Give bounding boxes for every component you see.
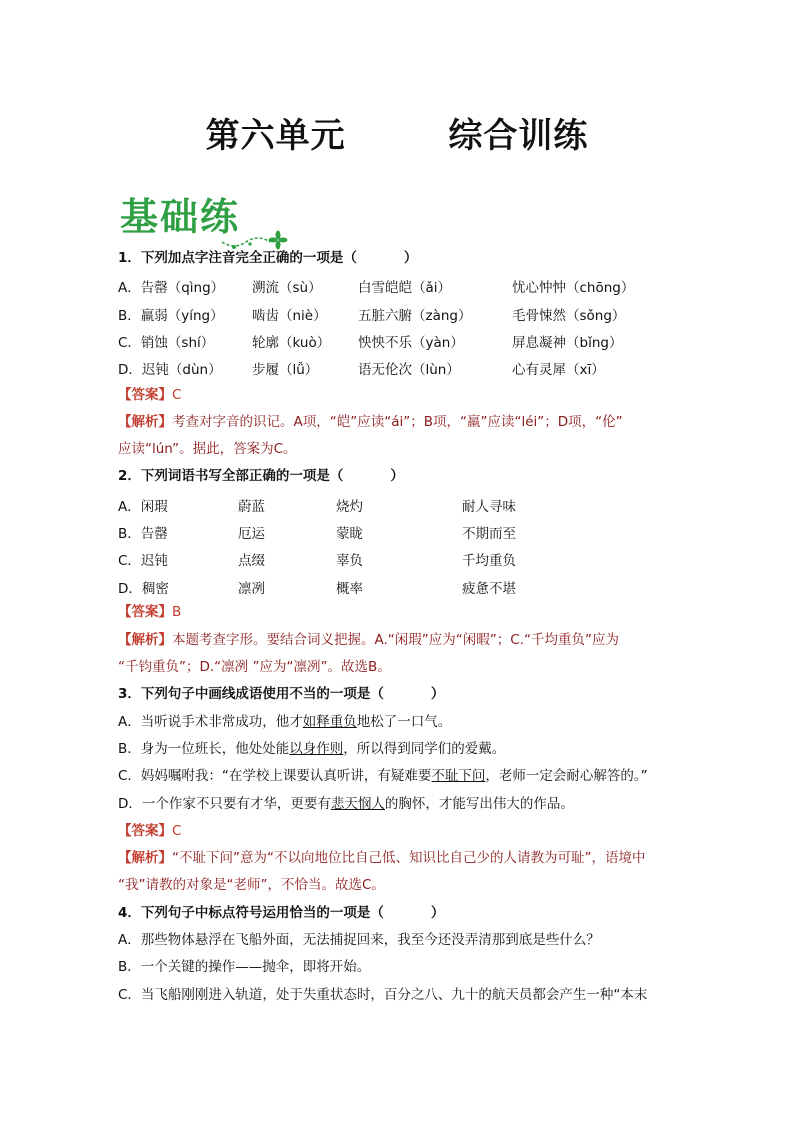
option-cell: D．迟钝（dùn） bbox=[118, 362, 222, 378]
option-cell: 心有灵犀（xī） bbox=[512, 362, 605, 378]
q2-option-row-c bbox=[118, 549, 718, 567]
option-cell: 蒙眬 bbox=[336, 526, 363, 542]
option-cell: 毛骨悚然（sǒng） bbox=[512, 308, 626, 324]
q1-option-row-c bbox=[118, 331, 718, 349]
q3-stem: 3．下列句子中画线成语使用不当的一项是（ ） bbox=[118, 686, 445, 702]
underlined-idiom: 如释重负 bbox=[302, 714, 357, 730]
q2-explanation-line-2: “千钧重负”；D.“凛冽 ”应为“凛冽”。故选B。 bbox=[118, 659, 391, 675]
explain-tag: 【解析】 bbox=[118, 414, 172, 430]
explain-tag: 【解析】 bbox=[118, 850, 172, 866]
option-cell: 厄运 bbox=[238, 526, 265, 542]
option-cell: A．告罄（qìng） bbox=[118, 280, 225, 296]
q2-option-row-b bbox=[118, 522, 718, 540]
option-text: A．当听说手术非常成功，他才 bbox=[118, 714, 303, 730]
option-text: ，所以得到同学们的爱戴。 bbox=[343, 741, 506, 757]
option-text: D．一个作家不只要有才华，更要有 bbox=[118, 796, 331, 812]
q1-option-row-b bbox=[118, 304, 718, 322]
q4-option-a: A．那些物体悬浮在飞船外面，无法捕捉回来，我至今还没弄清那到底是些什么？ bbox=[118, 932, 600, 948]
option-cell: 啮齿（niè） bbox=[252, 308, 327, 324]
option-cell: 概率 bbox=[336, 581, 363, 597]
q1-answer bbox=[118, 386, 181, 404]
option-cell: A．闲瑕 bbox=[118, 499, 168, 515]
q1-explanation-line-1 bbox=[118, 413, 623, 431]
q1-stem: 1．下列加点字注音完全正确的一项是（ ） bbox=[118, 250, 418, 266]
explain-tag: 【解析】 bbox=[118, 632, 172, 648]
option-cell: 蔚蓝 bbox=[238, 499, 265, 515]
q4-option-b: B．一个关键的操作——抛伞，即将开始。 bbox=[118, 959, 371, 975]
q1-option-row-a bbox=[118, 276, 718, 294]
option-cell: 耐人寻味 bbox=[462, 499, 516, 515]
option-cell: 点缀 bbox=[238, 553, 265, 569]
option-cell: C．迟钝 bbox=[118, 553, 168, 569]
section-badge bbox=[120, 186, 240, 241]
underlined-idiom: 以身作则 bbox=[289, 741, 344, 757]
option-cell: 不期而至 bbox=[462, 526, 516, 542]
underlined-idiom: 悲天悯人 bbox=[330, 796, 385, 812]
q2-option-row-a bbox=[118, 495, 718, 513]
q3-explanation-line-1 bbox=[118, 849, 645, 867]
option-cell: 辜负 bbox=[336, 553, 363, 569]
explain-text: 考查对字音的识记。A项，“皑”应读“ái”；B项，“羸”应读“léi”；D项，“伦” bbox=[172, 414, 623, 430]
option-cell: B．羸弱（yíng） bbox=[118, 308, 224, 324]
q4-stem: 4．下列句子中标点符号运用恰当的一项是（ ） bbox=[118, 905, 445, 921]
option-text: C．妈妈嘱咐我：“在学校上课要认真听讲，有疑难要 bbox=[118, 768, 432, 784]
q1-option-row-d bbox=[118, 358, 718, 376]
option-cell: 千均重负 bbox=[462, 553, 516, 569]
q2-answer bbox=[118, 603, 181, 621]
option-cell: 烧灼 bbox=[336, 499, 363, 515]
q1-explanation-line-2: 应读“lún”。据此，答案为C。 bbox=[118, 441, 297, 457]
option-cell: D．稠密 bbox=[118, 581, 169, 597]
q3-explanation-line-2: “我”请教的对象是“老师”，不恰当。故选C。 bbox=[118, 877, 385, 893]
page-title: 第六单元 综合训练 bbox=[205, 116, 589, 156]
option-cell: 凛冽 bbox=[238, 581, 265, 597]
option-cell: 语无伦次（lùn） bbox=[358, 362, 460, 378]
option-text: 的胸怀，才能写出伟大的作品。 bbox=[384, 796, 574, 812]
option-cell: 轮廓（kuò） bbox=[252, 335, 331, 351]
option-cell: 五脏六腑（zàng） bbox=[358, 308, 472, 324]
answer-tag: 【答案】 bbox=[118, 604, 172, 620]
q3-option-d bbox=[118, 795, 574, 813]
explain-text: “不耻下问”意为“不以向地位比自己低、知识比自己少的人请教为可耻”，语境中 bbox=[172, 850, 646, 866]
option-cell: 步履（lǚ） bbox=[252, 362, 319, 378]
q3-answer bbox=[118, 822, 181, 840]
answer-value: C bbox=[172, 823, 182, 839]
q2-stem: 2．下列词语书写全部正确的一项是（ ） bbox=[118, 468, 404, 484]
option-text: ，老师一定会耐心解答的。” bbox=[485, 768, 648, 784]
section-badge-label: 基础练 bbox=[120, 195, 241, 239]
q4-option-c: C．当飞船刚刚进入轨道，处于失重状态时，百分之八、九十的航天员都会产生一种“本末 bbox=[118, 987, 648, 1003]
q3-option-c bbox=[118, 767, 648, 785]
q3-option-b bbox=[118, 740, 505, 758]
explain-text: 本题考查字形。要结合词义把握。A.“闲瑕”应为“闲暇”；C.“千均重负”应为 bbox=[172, 632, 619, 648]
option-cell: 屏息凝神（bǐng） bbox=[512, 335, 623, 351]
option-text: B．身为一位班长，他处处能 bbox=[118, 741, 290, 757]
option-cell: 溯流（sù） bbox=[252, 280, 322, 296]
option-cell: B．告罄 bbox=[118, 526, 168, 542]
option-cell: C．销蚀（shí） bbox=[118, 335, 215, 351]
option-cell: 忧心忡忡（chōng） bbox=[512, 280, 635, 296]
answer-tag: 【答案】 bbox=[118, 823, 172, 839]
option-cell: 疲惫不堪 bbox=[462, 581, 516, 597]
answer-value: B bbox=[172, 604, 182, 620]
q3-option-a bbox=[118, 713, 451, 731]
q2-option-row-d bbox=[118, 577, 718, 595]
q2-explanation-line-1 bbox=[118, 631, 619, 649]
option-text: 地松了一口气。 bbox=[356, 714, 452, 730]
option-cell: 怏怏不乐（yàn） bbox=[358, 335, 464, 351]
answer-tag: 【答案】 bbox=[118, 387, 172, 403]
vine-decoration-icon bbox=[220, 216, 300, 252]
answer-value: C bbox=[172, 387, 182, 403]
option-cell: 白雪皑皑（ǎi） bbox=[358, 280, 452, 296]
underlined-idiom: 不耻下问 bbox=[431, 768, 486, 784]
